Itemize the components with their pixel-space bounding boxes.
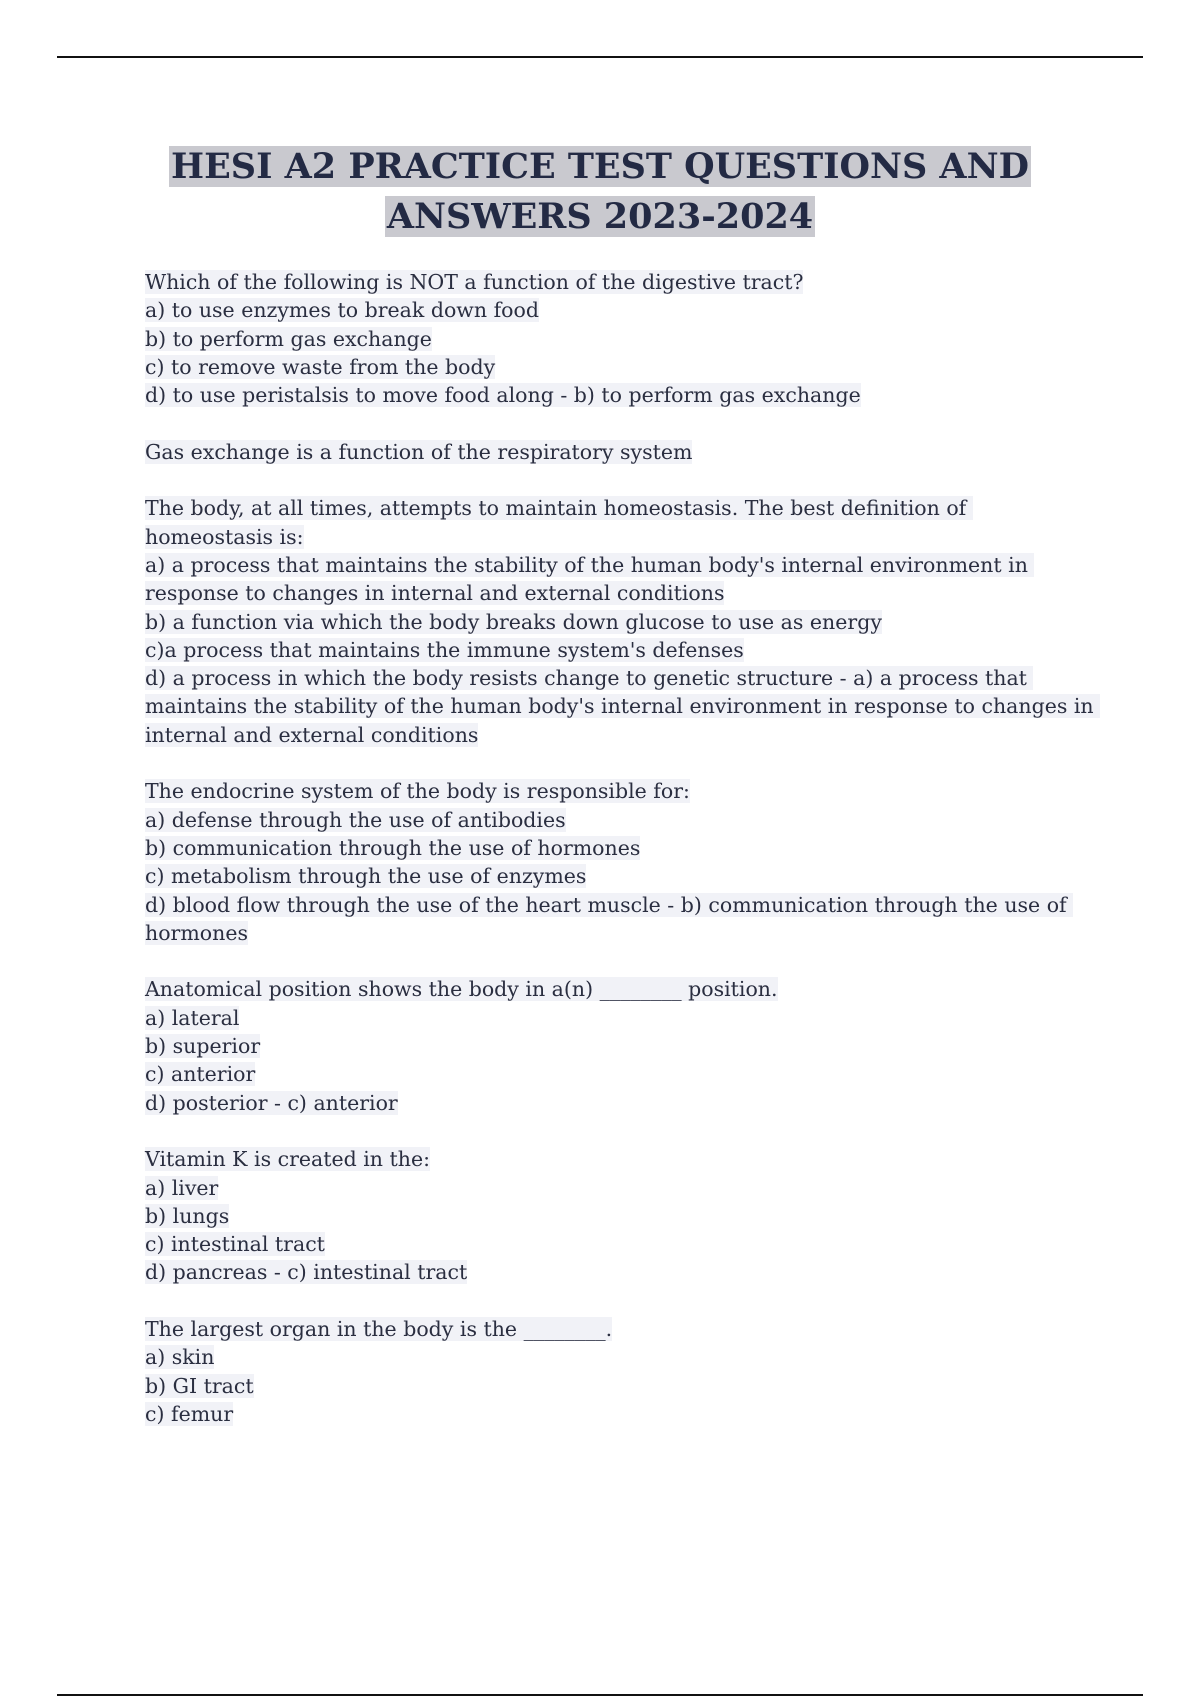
question-text: Which of the following is NOT a function of the digestive tract? [145, 270, 804, 294]
document-title [0, 142, 1200, 242]
question-text: The body, at all times, attempts to maintain homeostasis. The best definition of homeostasis is: [145, 496, 973, 549]
answer-option: a) a process that maintains the stability of the human body's internal environment in response to changes in internal and external conditions [145, 552, 1035, 606]
question-text: Anatomical position shows the body in a(n) ________ position. [145, 977, 778, 1002]
explanation-block [145, 438, 1095, 466]
question-text: Vitamin K is created in the: [145, 1147, 430, 1172]
answer-option: b) a function via which the body breaks down glucose to use as energy [145, 609, 882, 634]
answer-option: c)a process that maintains the immune system's defenses [145, 637, 744, 662]
answer-option: c) metabolism through the use of enzymes [145, 864, 587, 889]
answer-option: a) lateral [145, 1005, 240, 1030]
answer-option: c) femur [145, 1401, 234, 1426]
header-rule [57, 56, 1143, 58]
answer-option: b) superior [145, 1034, 261, 1059]
footer-rule [57, 1694, 1143, 1696]
answer-option: d) blood flow through the use of the heart muscle - b) communication through the use of hormones [145, 892, 1074, 945]
answer-option: c) to remove waste from the body [145, 354, 496, 379]
answer-option: b) communication through the use of hormones [145, 835, 641, 860]
title-line-1: HESI A2 PRACTICE TEST QUESTIONS AND [171, 146, 1029, 187]
answer-option: a) to use enzymes to break down food [145, 298, 539, 323]
question-list [145, 268, 1101, 1456]
answer-option: d) posterior - c) anterior [145, 1090, 398, 1115]
answer-option: d) a process in which the body resists change to genetic structure - a) a process that maintains the stability of the human body's internal environment in response to changes in internal and external conditions [145, 666, 1101, 747]
question-block [145, 777, 1095, 947]
answer-option: d) pancreas - c) intestinal tract [145, 1260, 468, 1285]
question-text: The endocrine system of the body is responsible for: [145, 779, 690, 804]
question-block [145, 1315, 1095, 1428]
answer-option: b) GI tract [145, 1373, 254, 1398]
answer-option: c) anterior [145, 1062, 256, 1087]
question-block [145, 268, 1095, 409]
answer-option: b) to perform gas exchange [145, 326, 432, 351]
answer-option: a) defense through the use of antibodies [145, 807, 566, 832]
title-line-2: ANSWERS 2023-2024 [386, 196, 814, 237]
answer-option: b) lungs [145, 1203, 230, 1228]
answer-option: a) liver [145, 1175, 219, 1200]
question-block [145, 975, 1095, 1116]
question-text: The largest organ in the body is the ________. [145, 1316, 613, 1341]
answer-option: a) skin [145, 1345, 215, 1370]
explanation-text: Gas exchange is a function of the respiratory system [145, 439, 693, 464]
answer-option: d) to use peristalsis to move food along - b) to perform gas exchange [145, 383, 861, 408]
answer-option: c) intestinal tract [145, 1232, 325, 1257]
question-block [145, 494, 1101, 749]
question-block [145, 1145, 1095, 1286]
